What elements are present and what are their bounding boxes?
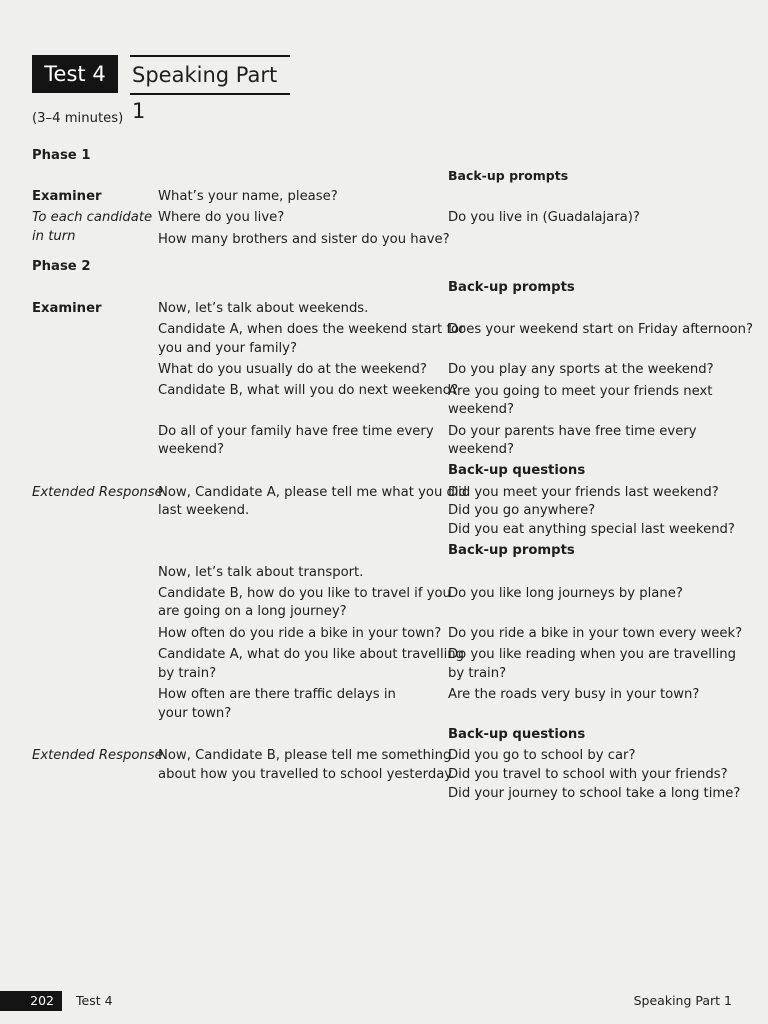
- phase2-extended-question: Now, Candidate A, please tell me what you did: [158, 485, 467, 500]
- transport-extended-question: Now, Candidate B, please tell me something: [158, 748, 452, 763]
- transport-backup-question: Did you go to school by car?: [448, 748, 636, 763]
- phase2-backup-question: Did you go anywhere?: [448, 503, 596, 518]
- transport-question: Now, let’s talk about transport.: [158, 565, 364, 580]
- phase2-prompt: Do you play any sports at the weekend?: [448, 362, 714, 377]
- phase2-backup-question: Did you eat anything special last weekend?: [448, 522, 735, 537]
- phase2-question: Do all of your family have free time every: [158, 424, 434, 439]
- transport-prompt: Do you like reading when you are travelling: [448, 647, 736, 662]
- phase1-prompt: Do you live in (Guadalajara)?: [448, 210, 640, 225]
- phase2-question: Now, let’s talk about weekends.: [158, 301, 369, 316]
- phase2-question: weekend?: [158, 442, 225, 457]
- page-number: 202: [0, 991, 62, 1011]
- phase2-question: Candidate B, what will you do next weekend?: [158, 383, 459, 398]
- phase2-prompt: Does your weekend start on Friday afternoon?: [448, 322, 753, 337]
- phase2-question: you and your family?: [158, 341, 297, 356]
- phase2-prompt: Are you going to meet your friends next: [448, 384, 713, 399]
- phase2-question: Candidate A, when does the weekend start for: [158, 322, 465, 337]
- phase2-prompt: weekend?: [448, 442, 515, 457]
- phase1-label: Phase 1: [32, 148, 91, 163]
- transport-question: How often are there traffic delays in: [158, 687, 396, 702]
- page-title: Speaking Part 1: [130, 55, 290, 95]
- phase1-note-2: in turn: [32, 229, 76, 244]
- transport-question: by train?: [158, 666, 217, 681]
- transport-extended-label: Extended Response: [32, 748, 163, 763]
- transport-backup-questions-heading: Back-up questions: [448, 727, 586, 742]
- footer-right-label: Speaking Part 1: [633, 993, 732, 1008]
- transport-backup-question: Did your journey to school take a long time?: [448, 786, 741, 801]
- phase1-question: How many brothers and sister do you have?: [158, 232, 450, 247]
- phase2-backup-questions-heading: Back-up questions: [448, 463, 586, 478]
- phase2-extended-label: Extended Response: [32, 485, 163, 500]
- footer-left-label: Test 4: [76, 993, 113, 1008]
- phase1-backup-heading: Back-up prompts: [448, 168, 569, 183]
- phase2-prompt: Do your parents have free time every: [448, 424, 697, 439]
- phase1-question: Where do you live?: [158, 210, 285, 225]
- transport-prompt: Are the roads very busy in your town?: [448, 687, 700, 702]
- test-label: Test 4: [32, 55, 118, 93]
- transport-question: are going on a long journey?: [158, 604, 347, 619]
- phase2-extended-question: last weekend.: [158, 503, 250, 518]
- phase1-question: What’s your name, please?: [158, 189, 338, 204]
- transport-question: Candidate B, how do you like to travel if you: [158, 586, 451, 601]
- phase2-backup-question: Did you meet your friends last weekend?: [448, 485, 719, 500]
- transport-prompt: by train?: [448, 666, 507, 681]
- phase2-role: Examiner: [32, 301, 102, 316]
- phase2-label: Phase 2: [32, 259, 91, 274]
- duration: (3–4 minutes): [32, 111, 124, 126]
- transport-extended-question: about how you travelled to school yesterday.: [158, 767, 455, 782]
- transport-backup-question: Did you travel to school with your friends?: [448, 767, 728, 782]
- transport-backup-heading: Back-up prompts: [448, 543, 575, 558]
- phase1-note-1: To each candidate: [32, 210, 153, 225]
- transport-prompt: Do you like long journeys by plane?: [448, 586, 683, 601]
- transport-prompt: Do you ride a bike in your town every week?: [448, 626, 743, 641]
- phase2-prompt: weekend?: [448, 402, 515, 417]
- transport-question: Candidate A, what do you like about travelling: [158, 647, 465, 662]
- phase2-backup-heading: Back-up prompts: [448, 280, 575, 295]
- transport-question: your town?: [158, 706, 232, 721]
- phase1-role: Examiner: [32, 189, 102, 204]
- transport-question: How often do you ride a bike in your town?: [158, 626, 442, 641]
- phase2-question: What do you usually do at the weekend?: [158, 362, 427, 377]
